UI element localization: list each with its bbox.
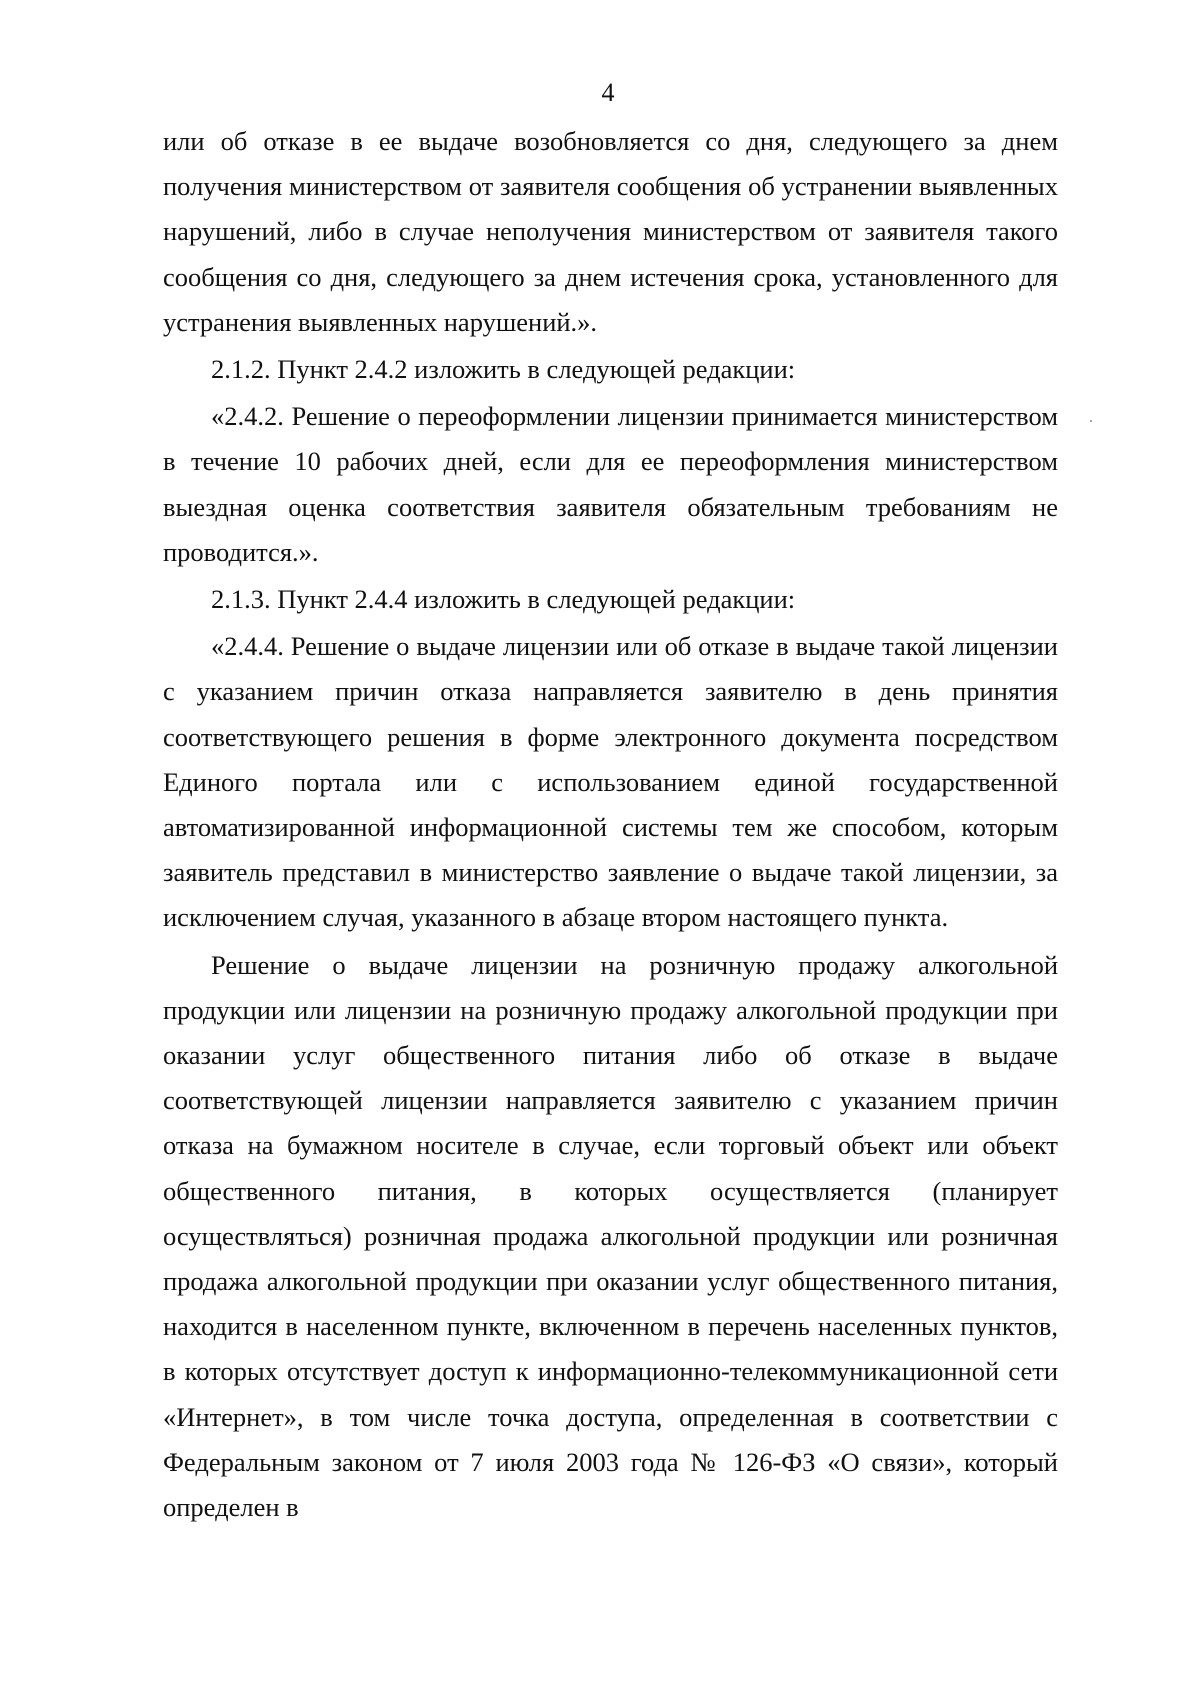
paragraph-clause-2-4-2: «2.4.2. Решение о переоформлении лицензии принимается министерством в течение 10 рабочих дней, если для ее переоформления министерством выездная оценка соответствия заявителя обязательным требованиям не проводится.». [163, 401, 1058, 567]
scan-speck [1090, 420, 1092, 422]
page-number: 4 [601, 78, 615, 107]
paragraph-item-2-1-3: 2.1.3. Пункт 2.4.4 изложить в следующей редакции: [211, 584, 796, 615]
paragraph-item-2-1-2: 2.1.2. Пункт 2.4.2 изложить в следующей редакции: [211, 354, 796, 385]
document-body [163, 119, 1058, 1530]
paragraph-clause-2-4-4: «2.4.4. Решение о выдаче лицензии или об отказе в выдаче такой лицензии с указанием причин отказа направляется заявителю в день принятия соответствующего решения в форме электронного документа посредством Единого портала или с использованием единой государственной автоматизированной информационной системы тем же способом, которым заявитель представил в министерство заявление о выдаче такой лицензии, за исключением случая, указанного в абзаце втором настоящего пункта. [163, 631, 1058, 933]
paragraph-continuation: или об отказе в ее выдаче возобновляется со дня, следующего за днем получения министерством от заявителя сообщения об устранении выявленных нарушений, либо в случае неполучения министерством от заявителя такого сообщения со дня, следующего за днем истечения срока, установленного для устранения выявленных нарушений.». [163, 126, 1058, 337]
paragraph-decision: Решение о выдаче лицензии на розничную продажу алкогольной продукции или лицензии на розничную продажу алкогольной продукции при оказании услуг общественного питания либо об отказе в выдаче соответствующей лицензии направляется заявителю с указанием причин отказа на бумажном носителе в случае, если торговый объект или объект общественного питания, в которых осуществляется (планирует осуществляться) розничная продажа алкогольной продукции или розничная продажа алкогольной продукции при оказании услуг общественного питания, находится в населенном пункте, включенном в перечень населенных пунктов, в которых отсутствует доступ к информационно-телекоммуникационной сети «Интернет», в том числе точка доступа, определенная в соответствии с Федеральным законом от 7 июля 2003 года № 126-ФЗ «О связи», который определен в [163, 949, 1058, 1523]
